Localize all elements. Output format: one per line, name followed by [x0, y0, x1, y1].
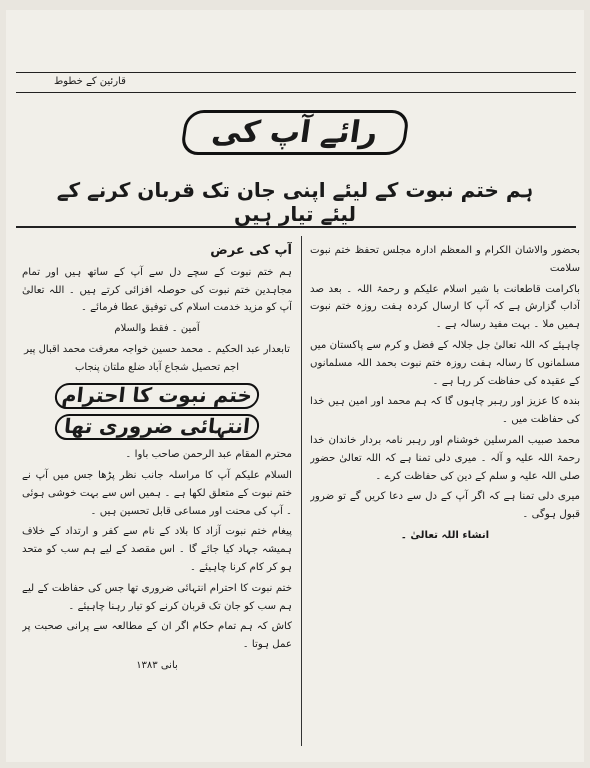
letter-paragraph: چاہیئے کہ اللہ تعالیٰ جل جلالہ کے فضل و کرم سے پاکستان میں مسلمانوں کا رسالہ ہفت روزہ ختم نبوت بحمد اللہ مسلمانوں کے عقیدہ کی حفاظت کر رہا ہے ۔ [310, 339, 580, 387]
body-paragraph: محترم المقام عبد الرحمن صاحب باوا ۔ [125, 449, 292, 461]
body-paragraph: ختم نبوت کا احترام انتہائی ضروری تھا جس کی حفاظت کے لیے ہم سب کو جان تک قربان کرنے کو تیار رہنا چاہیئے ۔ [22, 582, 292, 612]
column-divider [301, 236, 302, 746]
magazine-page [6, 10, 584, 762]
letter-paragraph: بندہ کا عزیز اور رہبر چاہوں گا کہ ہم محمد اور امین ہیں خدا کی حفاظت میں ۔ [310, 396, 580, 426]
letter-closing: انشاء اللہ تعالیٰ ۔ [400, 529, 490, 541]
title-rule [16, 226, 576, 228]
sign-off: بانی ۱۳۸۳ [136, 659, 178, 671]
boxed-title-1: ختم نبوت کا احترام [54, 383, 261, 409]
letter-paragraph: بحضور والاشان الکرام و المعظم ادارہ مجلس تحفظ ختم نبوت سلامت [310, 245, 580, 274]
right-column-letter [310, 242, 580, 742]
page-subtitle: ہم ختم نبوت کے لیئے اپنی جان تک قربان کرنے کے لیئے تیار ہیں [56, 178, 534, 226]
letter-paragraph: باکرامت قاطعانت با شیر اسلام علیکم و رحمۃ اللہ ۔ بعد صد آداب گزارش ہے کہ آپ کا ارسال کردہ ہفت روزہ ختم نبوت ہمیں ملا ۔ بہت مفید رسالہ ہے ۔ [310, 283, 580, 331]
body-paragraph: السلام علیکم آپ کا مراسلہ جانب نظر پڑھا جس میں آپ نے ختم نبوت کے متعلق لکھا ہے ۔ ہمیں اس سے بہت خوشی ہوئی ۔ آپ کی محنت اور مساعی قابل تحسین ہیں ۔ [22, 469, 292, 517]
letter-paragraph: میری دلی تمنا ہے کہ اگر آپ کے دل سے دعا کریں گے تو ضرور قبول ہوگی ۔ [310, 491, 580, 521]
body-paragraph: پیغام ختم نبوت آزاد کا بلاد کے نام سے کفر و ارتداد کے خلاف ہمیشہ جہاد کیا جائے گا ۔ اس مقصد کے لیے ہم سب کو متحد ہو کر کام کرنا چاہیئے ۔ [22, 526, 292, 573]
intro-paragraph: ہم ختم نبوت کے سچے دل سے آپ کے ساتھ ہیں اور تمام مجاہدین ختم نبوت کی حوصلہ افزائی کرتے ہیں ۔ اللہ تعالیٰ آپ کو مزید خدمت اسلام کی توفیق عطا فرمائے ۔ [22, 266, 292, 314]
section-label: قارئین کے خطوط [54, 76, 126, 87]
section-heading: آپ کی عرض [210, 243, 292, 258]
signature-block: تابعدار عبد الحکیم ۔ محمد حسین خواجہ معرفت محمد اقبال پیر اجم تحصیل شجاع آباد ضلع ملتان پنجاب [24, 343, 290, 373]
page-title-wrapper [6, 110, 584, 155]
body-paragraph: کاش کہ ہم تمام حکام اگر ان کے مطالعہ سے پرانی صحبت پر عمل ہوتا ۔ [22, 621, 292, 651]
top-rule [16, 72, 576, 73]
boxed-title-2: انتہائی ضروری تھا [54, 414, 261, 440]
page-title: رائے آپ کی [180, 110, 410, 155]
left-column-letters [22, 242, 292, 742]
header-rule [16, 92, 576, 93]
letter-paragraph: محمد صبیب المرسلین خوشنام اور رہبر نامہ بردار خاندان خدا رحمۃ اللہ علیہ و آلہ ۔ میری دلی تمنا ہے کہ اللہ تعالیٰ حضور صلی اللہ علیہ و سلم کے دین کی حفاظت کرے ۔ [310, 434, 580, 482]
closing-line: آمین ۔ فقط والسلام [114, 323, 200, 335]
